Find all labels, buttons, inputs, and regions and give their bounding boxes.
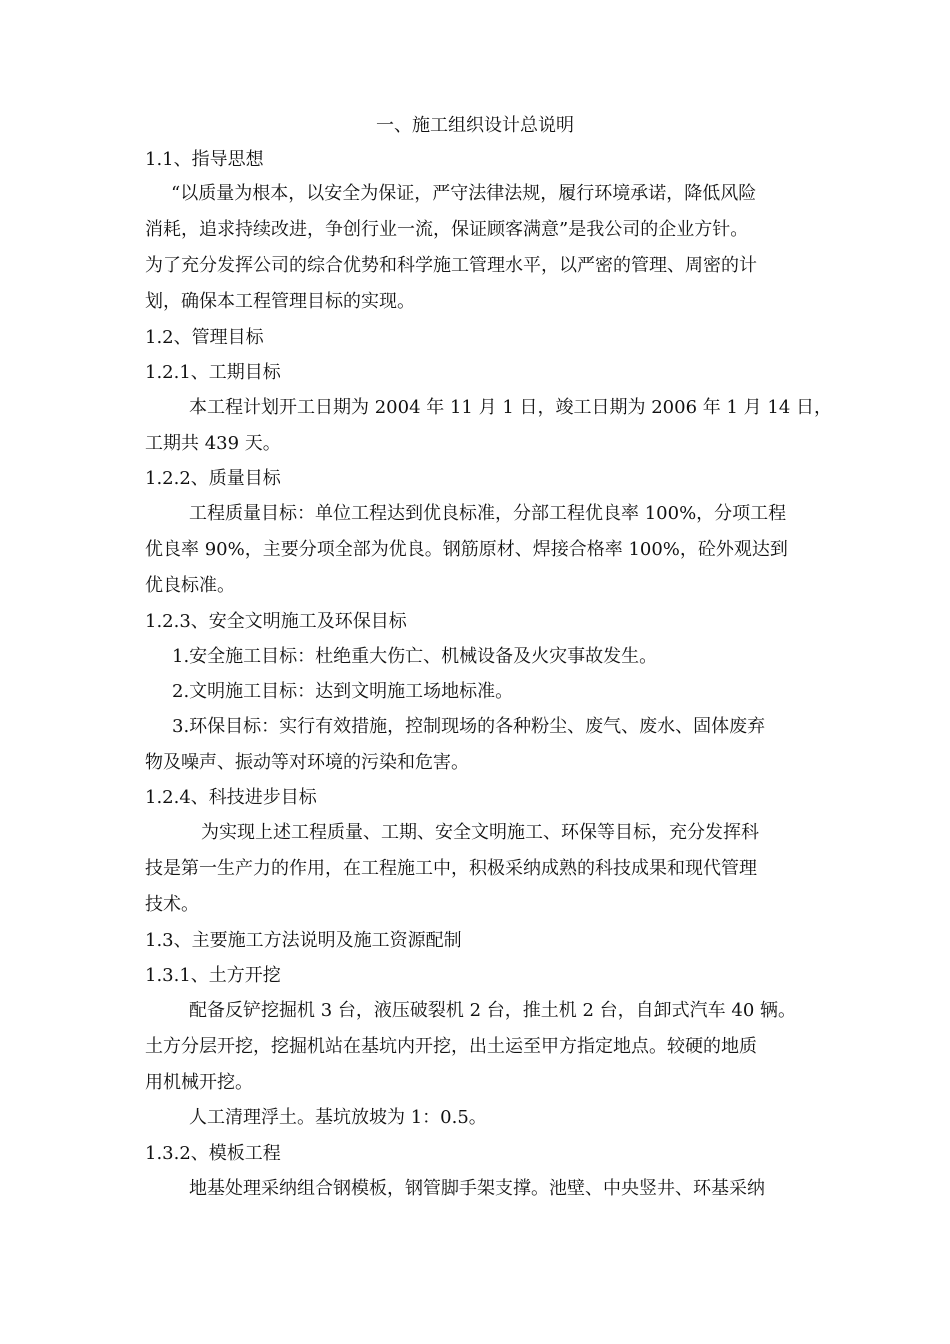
list-item: 3.环保目标：实行有效措施，控制现场的各种粉尘、废气、废水、固体废弃	[172, 716, 766, 737]
paragraph-line: 物及噪声、振动等对环境的污染和危害。	[145, 752, 469, 773]
paragraph-line: 用机械开挖。	[145, 1072, 253, 1093]
section-heading: 1.2、管理目标	[145, 327, 264, 348]
section-heading: 1.2.3、安全文明施工及环保目标	[145, 611, 407, 632]
paragraph-line: 优良标准。	[145, 575, 235, 596]
paragraph-line: 工程质量目标：单位工程达到优良标准，分部工程优良率 100%，分项工程	[189, 503, 787, 524]
section-heading: 1.3.2、模板工程	[145, 1143, 281, 1164]
paragraph-line: 人工清理浮土。基坑放坡为 1：0.5。	[189, 1107, 487, 1128]
paragraph-line: 地基处理采纳组合钢模板，钢管脚手架支撑。池壁、中央竖井、环基采纳	[189, 1178, 765, 1199]
paragraph-line: 土方分层开挖，挖掘机站在基坑内开挖，出土运至甲方指定地点。较硬的地质	[145, 1036, 757, 1057]
section-heading: 1.3、主要施工方法说明及施工资源配制	[145, 930, 462, 951]
paragraph-line: 消耗，追求持续改进，争创行业一流，保证顾客满意”是我公司的企业方针。	[145, 219, 749, 240]
list-item: 2.文明施工目标：达到文明施工场地标准。	[172, 681, 514, 702]
section-heading: 1.2.2、质量目标	[145, 468, 281, 489]
section-heading: 1.2.4、科技进步目标	[145, 787, 317, 808]
paragraph-line: 工期共 439 天。	[145, 433, 281, 454]
list-item: 1.安全施工目标：杜绝重大伤亡、机械设备及火灾事故发生。	[172, 646, 658, 667]
paragraph-line: “以质量为根本，以安全为保证，严守法律法规，履行环境承诺，降低风险	[171, 183, 757, 204]
section-heading: 1.1、指导思想	[145, 149, 264, 170]
paragraph-line: 技术。	[145, 894, 199, 915]
section-heading: 1.2.1、工期目标	[145, 362, 281, 383]
paragraph-line: 为了充分发挥公司的综合优势和科学施工管理水平，以严密的管理、周密的计	[145, 255, 757, 276]
section-heading: 1.3.1、土方开挖	[145, 965, 281, 986]
paragraph-line: 优良率 90%，主要分项全部为优良。钢筋原材、焊接合格率 100%，砼外观达到	[145, 539, 788, 560]
paragraph-line: 划，确保本工程管理目标的实现。	[145, 291, 415, 312]
paragraph-line: 为实现上述工程质量、工期、安全文明施工、环保等目标，充分发挥科	[201, 822, 759, 843]
paragraph-line: 配备反铲挖掘机 3 台，液压破裂机 2 台，推土机 2 台，自卸式汽车 40 辆。	[189, 1000, 797, 1021]
paragraph-line: 本工程计划开工日期为 2004 年 11 月 1 日，竣工日期为 2006 年 1 月 14 日，	[189, 397, 832, 418]
page-title: 一、施工组织设计总说明	[376, 115, 574, 136]
paragraph-line: 技是第一生产力的作用，在工程施工中，积极采纳成熟的科技成果和现代管理	[145, 858, 757, 879]
